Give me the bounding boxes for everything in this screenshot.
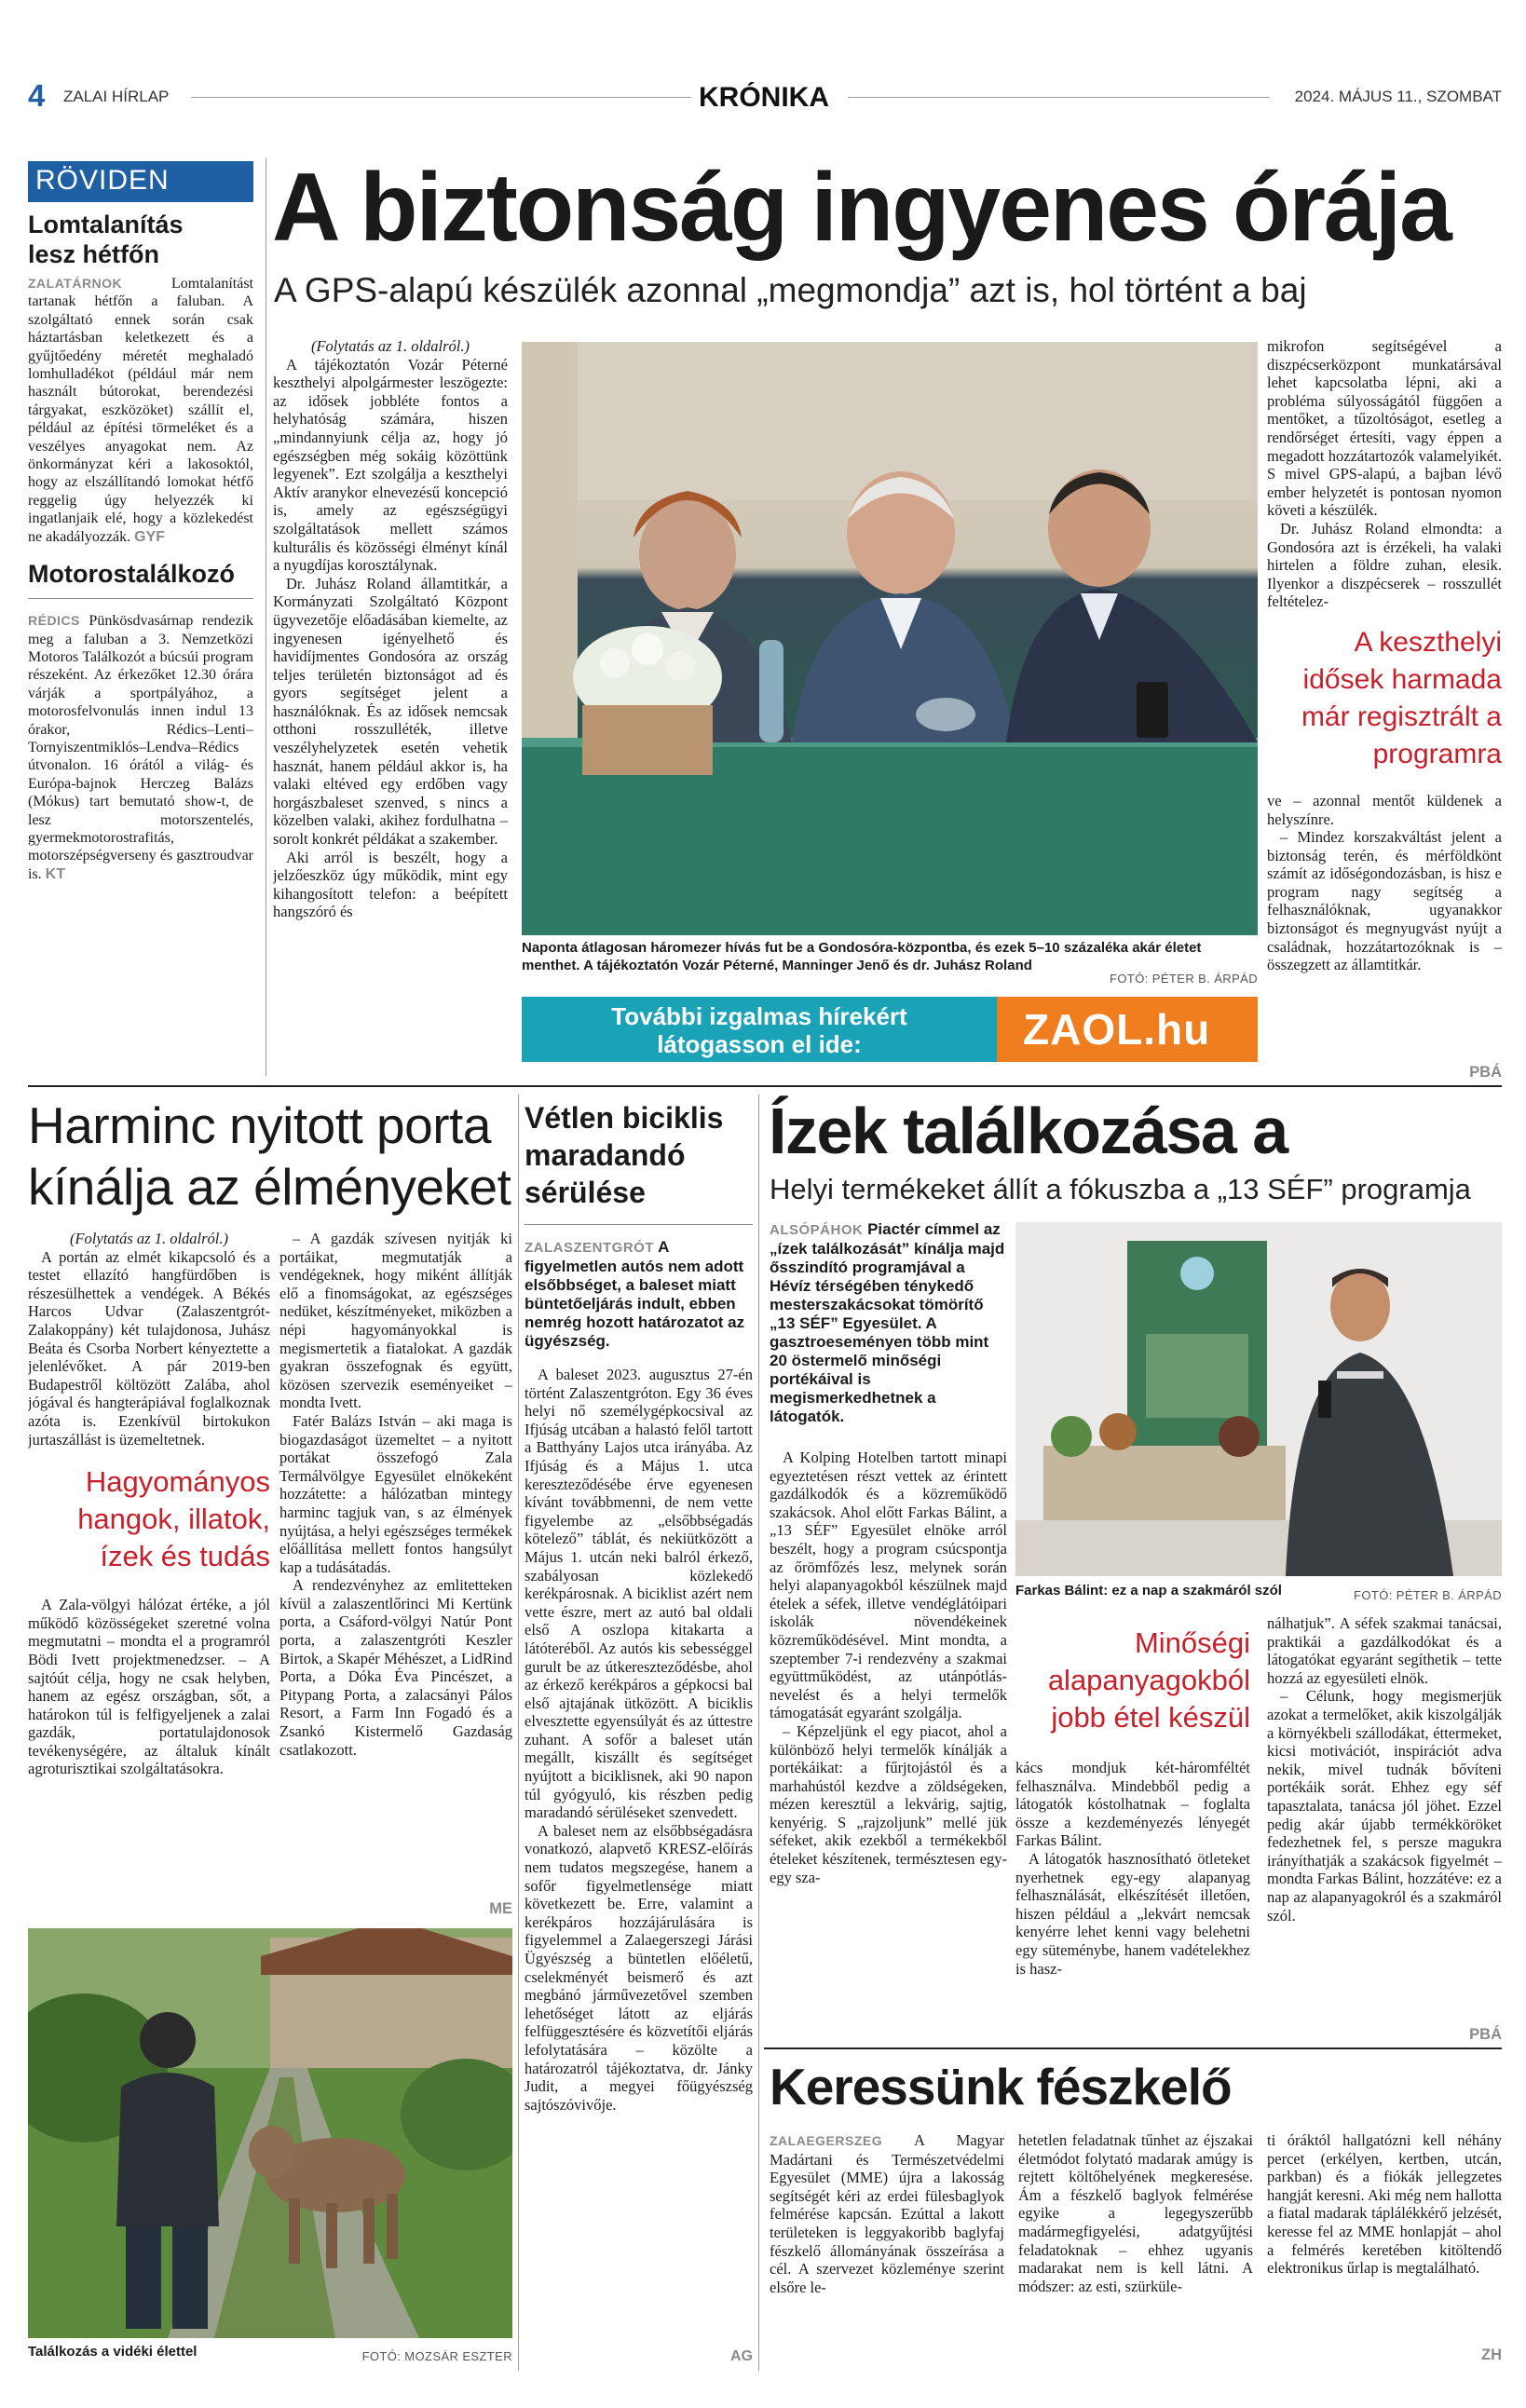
main-subtitle: A GPS-alapú készülék azonnal „megmondja” azt is, hol történt a baj [274,271,1307,309]
main-col-3 [1267,337,1502,1082]
owl-col-3 [1267,2131,1502,2369]
paragraph: A Kolping Hotelben tartott minapi egyeztetésen részt vettek az érintett gazdálkodók és a közreműködő szakácsok. Ahol előtt Farkas Bálint, a „13 SÉF” Egyesület elnöke arról beszélt, hogy a program csúcspontja az őrömfőzés lesz, melynek során helyi alapanyagokból készülnek majd ételek a séfek, illetve vendéglátóipari iskolák növendékeinek közreműködésével. Mint mondta, a szeptember 7-i rendezvény a szakmai együttműködést, az utánpótlás-nevelést és a helyi termelők támogatását egyaránt szolgálja. [770,1449,1007,1722]
owl-col-1 [770,2131,1004,2369]
lead-text: A figyelmetlen autós nem adott elsőbbséget, a baleset miatt büntetőeljárás indult, ebben nemrég hozott határozatot az ügyészség. [525,1238,745,1350]
taste-col-1 [770,1449,1007,2045]
brief-location: ZALATÁRNOK [28,276,123,291]
page-header [28,82,1502,119]
paragraph: ti óráktól hallgatózni kell néhány percet (erkélyen, kertben, utcán, parkban) és a fiókák jellegzetes hangját keresni. Aki még nem hallotta a fiatal madarak táplálékkérő jelzését, keresse fel az MME honlapját – ahol a felmérés keretében kitöltendő elektronikus űrlap is megtalálható. [1267,2131,1502,2278]
main-headline: A biztonság ingyenes órája [272,154,1451,262]
paragraph: – Mindez korszakváltást jelent a biztonság terén, és mérföldkönt számít az időségondozásban, is hisz e program nagy segítség a felhasználóknak, ugyanakkor biztonságot és megnyugvást nyújt a családnak, hozzátartozóknak is – összegzett az államtitkár. [1267,828,1502,974]
bicycle-lead [525,1238,753,1351]
paragraph: Dr. Juhász Roland elmondta: a Gondosóra azt is érzékeli, ha valaki hirtelen a földre zuhan, elesik. Ilyenkor a diszpécserek – rosszullét feltételez- [1267,519,1502,611]
taste-lead [770,1220,1007,1444]
lead-text: Piactér címmel az „ízek találkozását” kínálja majd ősszindító programjával a Hévíz térségében ténykedő mesterszakácsokat tömörítő „13 SÉF” Egyesület. A gasztroeseményen több mint 20 östermelő minőségi portékáival is megismerkedhetnek a látogatók. [770,1220,1005,1425]
pull-quote: Minőségi alapanyagokból jobb étel készül [1047,1626,1250,1734]
issue-date: 2024. MÁJUS 11., SZOMBAT [1294,88,1502,105]
continued-note: (Folytatás az 1. oldalról.) [310,337,470,355]
briefs-label: RÖVIDEN [28,161,253,202]
photo-credit: FOTÓ: MOZSÁR ESZTER [361,2349,512,2363]
ad-brand: ZAOL.hu [1023,1005,1211,1054]
page-number: 4 [28,82,46,113]
taste-photo [1015,1222,1502,1576]
location: ALSÓPÁHOK [770,1222,864,1238]
ad-brand-box[interactable] [997,997,1258,1062]
brief-signature: KT [45,865,65,882]
main-col-1 [273,337,508,1082]
brief-body: Pünkösdvasárnap rendezik meg a faluban a 3. Nemzetközi Motoros Találkozót a búcsúi program részeként. Az érkezőket 12.30 órára várják a sportpályához, a motorosfelvonulás innen indul 13 órakor, Rédics–Lenti–Tornyiszentmiklós–Lendva–Rédics útvonalon. 16 órától a világ- és Európa-bajnok Herczeg Balázs (Mókus) tart bemutató show-t, de lesz motorszentelés, gyermekmotorostrafitás, motorszépségverseny és gasztroudvar is. [28,613,253,882]
signature: PBÁ [1465,1064,1502,1082]
paragraph: Aki arról is beszélt, hogy a jelzőeszköz úgy működik, mint egy kihangosított telefon: a beépített hangszóró és [273,848,508,921]
taste-col-3 [1267,1614,1502,2045]
paragraph: A Magyar Madártani és Természetvédelmi Egyesület (MME) újra a lakosság segítségét kéri az erdei fülesbaglyok felmérése kapcsán. Ezúttal a lakott területeken is leggyakoribb baglyfaj fészkelő állományának összeírása a cél. A szervezet közleménye szerint elsőre le- [770,2131,1004,2296]
signature: ZH [1478,2347,1502,2365]
ad-text-line: látogasson el ide: [657,1030,862,1058]
paragraph: mikrofon segítségével a diszpécserközpont munkatársával lehet kapcsolatba lépni, aki a probléma súlyosságától függően a mentőket, a tűzoltóságot, esetleg a rendőrséget értesíti, vagy éppen a megadott hozzátartozók valamelyikét. S mivel GPS-alapú, a bajban lévő ember helyzetét is pontosan nyomon követi a készülék. [1267,337,1502,520]
paragraph: A baleset nem az elsőbbségadásra vonatkozó, alapvető KRESZ-előírás nem tudatos megszegése, hanem a sofőr figyelmetlensége miatt következett be. Erre, valamint a kerékpáros hozzájárulására is figyelemmel a Zalaegerszegi Járási Ügyészség a büntetlen előéletű, cselekményét beismerő és azt megbánó járművezetővel szemben lehetőséget látott az eljárás felfüggesztésére és közvetítői eljárás lefolytatására – közölte a határozatról tájékoztatva, dr. Jánky Judit, a megyei főügyészség sajtószóvivője. [525,1821,753,2114]
porta-photo [28,1928,512,2338]
porta-photo-caption [28,2343,512,2365]
photo-illustration [1015,1222,1502,1576]
porta-headline: Harminc nyitott porta kínálja az élményeket [28,1096,511,1216]
taste-headline: Ízek találkozása a [769,1095,1288,1167]
taste-subtitle: Helyi termékeket állít a fókuszba a „13 SÉF” programja [770,1173,1471,1205]
paper-name: ZALAI HÍRLAP [63,88,170,105]
signature: PBÁ [1465,2026,1502,2045]
paragraph: – A gazdák szívesen nyitják ki portáikat, megmutatják a vendégeknek, hogy miként állítják elő a finomságokat, az egészséges nedüket, készítményeket, miközben a népi hagyományokkal is megismertetik a fiatalokat. A gazdák gyakran összefognak és együtt, közösen szervezik eseményeiket – mondta Ivett. [279,1230,512,1412]
zaol-ad-banner[interactable] [522,997,1258,1062]
taste-col-2 [1015,1621,1250,2045]
paragraph: A baleset 2023. augusztus 27-én történt Zalaszentgróton. Egy 36 éves helyi nő személygépkocsival az Ifjúság utcában a halastó felől tartott a Batthyány Lajos utca irányába. Az Ifjúság és a Május 1. utca kereszteződésébe érve egyenesen kívánt továbbmenni, de nem vette figyelembe az „elsőbbségadás kötelező” táblát, és nekiütközött a Május 1. utcán neki balról érkező, szabályosan közlekedő kerékpárosnak. A biciklist azért nem vette észre, mert az autó bal oldali első A oszlopa kitakarta a látóteréből. Az autós kis sebességgel gurult be az útkereszteződésbe, ahol az érkező kerékpáros a gépkocsi bal első ajtajának ütközött. A biciklis elvesztette egyensúlyát és az úttestre zuhant. A sofőr a baleset után megállt, kiszállt és segítséget nyújtott a biciklisnek, aki 90 napon túl gyógyuló, kis részben pedig maradandó sérüléseket szenvedett. [525,1366,753,1822]
taste-photo-caption [1015,1582,1502,1604]
location: ZALAEGERSZEG [770,2133,883,2148]
paragraph: – Képzeljünk el egy piacot, ahol a különböző helyi termelők kínálják a portékáikat: a fűrjtojástól és a marhahústól kezdve a zöldségeken, mézen keresztül a lekvárig, sajtig, kenyérig. S „rajzoljunk” mellé jük séfeket, akik ezekből a termékekből ételeket készítenek, természtesen egy-egy sza- [770,1721,1007,1886]
caption-text: Találkozás a vidéki élettel [28,2344,198,2360]
bicycle-headline: Vétlen biciklis maradandó sérülése [525,1101,724,1209]
owl-headline: Keressünk fészkelő [770,2058,1232,2116]
photo-illustration [28,1928,512,2338]
paragraph: kács mondjuk két-háromféltét felhasználva. Mindebből pedig a látogatók kóstolhatnak – foglalta össze a kezdeményezés lényegét Farkas Bálint. [1015,1759,1250,1850]
owl-col-2 [1018,2131,1253,2369]
pull-quote: A keszthelyi idősek harmada már regisztrált a programra [1301,626,1502,769]
brief-location: RÉDICS [28,613,80,629]
paragraph: A portán az elmét kikapcsoló és a testet ellazító hangfürdőben is részesülhettek a vendégek. A Békés Harcos Udvar (Zalaszentgrót-Zalakoppány) két tulajdonosa, Juhász Beáta és Csorba Norbert kényeztette a jelenlévőket. A pár 2019-ben Budapestről költözött Zalába, ahol jógával és hangterápiával foglalkoznak azóta is. Ezenkívül birtokukon jurtaszállást is üzemeltetnek. [28,1247,270,1449]
photo-credit: FOTÓ: PÉTER B. ÁRPÁD [1354,1588,1502,1602]
paragraph: A rendezvényhez az emlitetteken kívül a zalaszentlőrinci Mi Kertünk porta, a Csáford-völgyi Natúr Pont porta, a zalaszentgróti Keszler Birtok, a Skapér Méhészet, a LidRind Porta, a Dóka Éva Pincészet, a Pitypang Porta, a zalacsányi Pálos Resort, a Farm Inn Fogadó és a Zsankó Kistermelő Gazdaság csatlakozott. [279,1576,512,1759]
signature: AG [727,2348,753,2365]
location: ZALASZENTGRÓT [525,1240,654,1256]
paragraph: A Zala-völgyi hálózat értéke, a jól működő közösségeket szeretné volna megmutatni – mondta el a programról Bödi Ivett projektmenedzser. – A sajtóút célja, hogy ne csak helyben, hanem az egész országban, sőt, a határokon túl is felfigyeljenek a zalai gazdák, portatulajdonosok tevékenységére, az általuk kínált agroturisztikai szolgáltatásokra. [28,1596,270,1778]
photo-illustration [522,342,1258,935]
paragraph: hetetlen feladatnak tűnhet az éjszakai életmódot folytató madarak amúgy is rejtett költőhelyének megkeresése. Ám a fészkelő baglyok felmérése egyike a legegyszerűbb madármegfigyelési, adatgyűjtési feladatoknak – ehhez ugyanis madarakat nem is kell látni. A módszer: az esti, szürküle- [1018,2131,1253,2295]
pull-quote: Hagyományos hangok, illatok, ízek és tudás [77,1465,270,1573]
paragraph: nálhatjuk”. A séfek szakmai tanácsai, praktikái a gazdálkodókat és a látogatókat egyaránt segíthetik – tette hozzá az egyesületi elnök. [1267,1614,1502,1687]
brief-title: Lomtalanítás lesz hétfőn [28,211,184,268]
paragraph: A látogatók hasznosítható ötleteket nyerhetnek egy-egy alapanyag felhasználását, elkészítését illetően, hiszen például a „lekvárt nemcsak kenyérre lehet kenni vagy belehetni egy süteménybe, hanem vadételekhez is hasz- [1015,1849,1250,1978]
paragraph: Dr. Juhász Roland államtitkár, a Kormányzati Szolgáltató Központ ügyvezetője előadásában kiemelte, az ingyenesen igényelhető és havidíjmentes Gondosóra az ország teljes területén biztonságot ad és gyors segítséget jelent a használóknak. És az idősek nemcsak otthoni rosszulléték, illetve veszélyhelyzetek esetén vehetik hasznát, hanem például akkor is, ha valaki eltéved egy erdőben vagy horgászbaleset szenved, s nincs a közelben valaki, akihez fordulhatna – sorolt konkrét példákat a szakember. [273,574,508,849]
continued-note: (Folytatás az 1. oldalról.) [69,1230,229,1247]
section-title: KRÓNIKA [699,82,829,113]
bicycle-article [525,1099,753,2371]
signature: ME [485,1900,512,1919]
briefs-column [28,161,253,1085]
photo-credit: FOTÓ: PÉTER B. ÁRPÁD [1104,972,1258,986]
caption-text: Naponta átlagosan háromezer hívás fut be a Gondosóra-központba, és ezek 5–10 százaléka akár életet menthet. A tájékoztatón Vozár Péterné, Manninger Jenő és dr. Juhász Roland [522,940,1202,973]
brief-body: Lomtalanítást tartanak hétfőn a faluban. A szolgáltató ennek során csak háztartásban keletkezett és a gyűjtőedény méretét meghaladó lomhulladékot (például már nem használt bútorokat, berendezési tárgyakat, eszközöket) szállít el, például az építési törmeléket és a veszélyes anyagokat nem. Az önkormányzat kéri a lakosoktól, hogy az elszállítandó lomokat hétfő reggelig úgy helyezzék ki ingatlanjaik elé, hogy a közlekedést ne akadályozzák. [28,276,253,545]
paragraph: ve – azonnal mentőt küldenek a helyszínre. [1267,791,1502,828]
caption-text: Farkas Bálint: ez a nap a szakmáról szól [1015,1583,1282,1599]
main-photo [522,342,1258,935]
main-photo-caption [522,939,1258,987]
porta-col-1 [28,1230,270,1872]
paragraph: A tájékoztatón Vozár Péterné keszthelyi alpolgármester leszögezte: az idősek jobbléte fontos a helyhatóság számára, hiszen „mindannyiunk célja az, hogy jó egészségben még sokáig közöttünk legyenek”. Ezt szolgálja a keszthelyi Aktív aranykor elnevezésű koncepció is, amely az egészségügyi szolgáltatások mellett számos kulturális és közösségi élményt kínál a nyugdíjas korosztálynak. [273,355,508,575]
porta-col-2 [279,1230,512,1919]
brief-title: Motorostalálkozó [28,560,236,589]
brief-signature: GYF [134,528,166,545]
paragraph: Fatér Balázs István – aki maga is biogazdaságot üzemeltet – a nyitott portákat összefogó Zala Termálvölgye Egyesület elnökeként hozzátette: a hálózatban mintegy harminc tagjuk van, s az élmények nyújtása, a helyi egészséges termékek előállítása mellett fontos hangsúlyt kap a tudásátadás. [279,1411,512,1576]
paragraph: – Célunk, hogy megismerjük azokat a termelőket, akik kiszolgálják a környékbeli szállodákat, éttermeket, kicsi motivációt, inspirációt adva nekik, mivel tudnák bővíteni portékáik sorát. Ehhez egy séf tapasztalata, tanácsa jól jöhet. Ezzel pedig akár újabb termékköröket fedezhetnek fel, s persze magukra irányíthatják a szakácsok figyelmét – mondta Farkas Bálint, hozzátéve: ez a nap az alapanyagokról és a szakmáról szól. [1267,1687,1502,1925]
ad-text-line: További izgalmas hírekért [611,1002,907,1030]
